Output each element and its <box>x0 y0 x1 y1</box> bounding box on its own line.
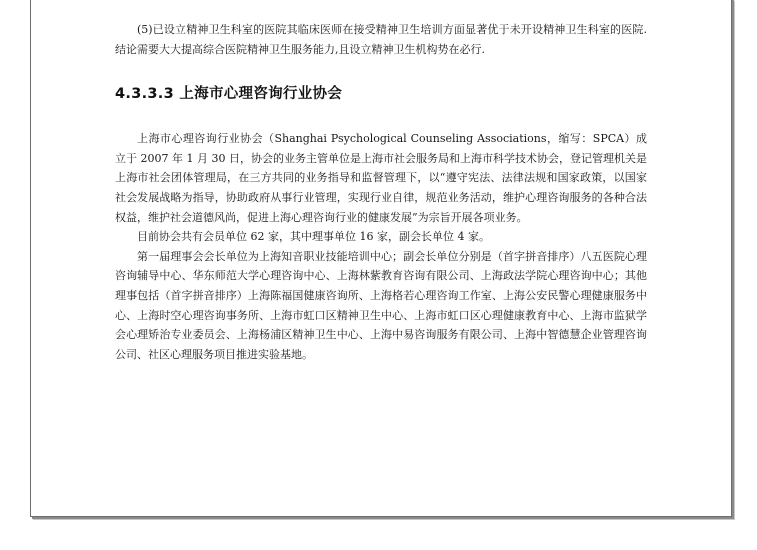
paragraph-council-members: 第一届理事会会长单位为上海知音职业技能培训中心；副会长单位分别是（首字拼音排序）八五医院心理咨询辅导中心、华东师范大学心理咨询中心、上海林紫教育咨询有限公司、上海政法学院心理咨询中心；其他理事包括（首字拼音排序）上海陈福国健康咨询所、上海格若心理咨询工作室、上海公安民警心理健康服务中心、上海时空心理咨询事务所、上海市虹口区精神卫生中心、上海市虹口区心理健康教育中心、上海市监狱学会心理矫治专业委员会、上海杨浦区精神卫生中心、上海中易咨询服务有限公司、上海中智德慧企业管理咨询公司、社区心理服务项目推进实验基地。 <box>115 249 647 361</box>
document-page <box>30 0 732 517</box>
paragraph-association-intro: 上海市心理咨询行业协会（Shanghai Psychological Counseling Associations，缩写：SPCA）成立于 2007 年 1 月 30 日，协会的业务主管单位是上海市社会服务局和上海市科学技术协会，登记管理机关是上海市社会团体管理局，在三方共同的业务指导和监督管理下，以“遵守宪法、法律法规和国家政策，以国家社会发展战略为指导，协助政府从事行业管理，实现行业自律，规范业务活动，维护心理咨询服务的各种合法权益，维护社会道德风尚，促进上海心理咨询行业的健康发展”为宗旨开展各项业务。 <box>115 132 647 224</box>
page-content <box>115 20 647 364</box>
section-heading <box>115 85 647 103</box>
paragraph-conclusion: (5)已设立精神卫生科室的医院其临床医师在接受精神卫生培训方面显著优于未开设精神卫生科室的医院.结论需要大大提高综合医院精神卫生服务能力,且设立精神卫生机构势在必行. <box>115 23 647 56</box>
section-title: 上海市心理咨询行业协会 <box>179 86 343 103</box>
paragraph-member-count: 目前协会共有会员单位 62 家，其中理事单位 16 家，副会长单位 4 家。 <box>137 230 490 244</box>
section-number: 4.3.3.3 <box>115 86 174 103</box>
